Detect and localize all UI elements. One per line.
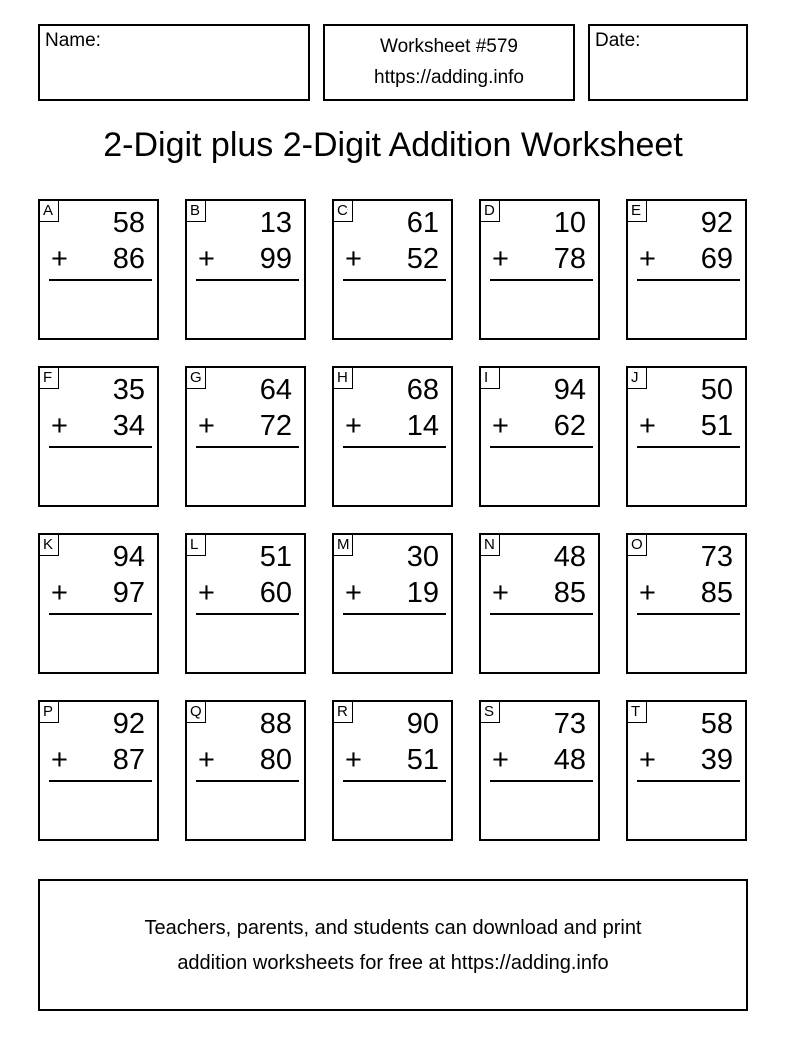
problem-letter: O (627, 534, 647, 556)
problem-top-addend: 58 (112, 207, 145, 239)
problem-top-addend: 68 (406, 374, 439, 406)
answer-line (637, 279, 740, 281)
problem-top-addend: 13 (259, 207, 292, 239)
plus-sign: + (51, 577, 68, 609)
answer-line (343, 780, 446, 782)
problem-bottom-addend: 97 (112, 577, 145, 609)
answer-line (490, 613, 593, 615)
plus-sign: + (198, 744, 215, 776)
answer-line (49, 279, 152, 281)
problem-card[interactable] (626, 199, 747, 340)
problem-letter: T (627, 701, 647, 723)
problem-top-addend: 48 (553, 541, 586, 573)
problem-letter: G (186, 367, 206, 389)
answer-line (343, 446, 446, 448)
answer-line (490, 780, 593, 782)
problem-top-addend: 90 (406, 708, 439, 740)
answer-line (49, 613, 152, 615)
problem-letter: L (186, 534, 206, 556)
worksheet-number: Worksheet #579 (379, 36, 518, 57)
problem-bottom-addend: 69 (700, 243, 733, 275)
problem-letter: S (480, 701, 500, 723)
problem-card[interactable] (332, 533, 453, 674)
problem-bottom-addend: 19 (406, 577, 439, 609)
problem-top-addend: 58 (700, 708, 733, 740)
problem-card[interactable] (332, 700, 453, 841)
plus-sign: + (198, 410, 215, 442)
plus-sign: + (639, 243, 656, 275)
answer-line (343, 613, 446, 615)
plus-sign: + (639, 744, 656, 776)
worksheet-info-box (323, 24, 575, 101)
problem-letter: A (39, 200, 59, 222)
problem-bottom-addend: 62 (553, 410, 586, 442)
problem-card[interactable] (185, 366, 306, 507)
name-label: Name: (45, 30, 101, 51)
problem-card[interactable] (626, 533, 747, 674)
problem-top-addend: 94 (112, 541, 145, 573)
problem-bottom-addend: 39 (700, 744, 733, 776)
problem-card[interactable] (479, 366, 600, 507)
problem-letter: J (627, 367, 647, 389)
problem-bottom-addend: 86 (112, 243, 145, 275)
answer-line (637, 780, 740, 782)
plus-sign: + (198, 577, 215, 609)
problem-bottom-addend: 78 (553, 243, 586, 275)
answer-line (49, 446, 152, 448)
plus-sign: + (492, 243, 509, 275)
problem-top-addend: 73 (553, 708, 586, 740)
problem-top-addend: 92 (700, 207, 733, 239)
problem-top-addend: 94 (553, 374, 586, 406)
problem-bottom-addend: 80 (259, 744, 292, 776)
problem-card[interactable] (332, 366, 453, 507)
problem-letter: B (186, 200, 206, 222)
problem-card[interactable] (38, 700, 159, 841)
problem-letter: D (480, 200, 500, 222)
problem-letter: P (39, 701, 59, 723)
problem-bottom-addend: 14 (406, 410, 439, 442)
plus-sign: + (492, 577, 509, 609)
problem-top-addend: 92 (112, 708, 145, 740)
problem-bottom-addend: 34 (112, 410, 145, 442)
problem-top-addend: 30 (406, 541, 439, 573)
problem-letter: N (480, 534, 500, 556)
plus-sign: + (639, 410, 656, 442)
problem-letter: M (333, 534, 353, 556)
problem-top-addend: 51 (259, 541, 292, 573)
problem-bottom-addend: 87 (112, 744, 145, 776)
worksheet-url: https://adding.info (374, 67, 524, 88)
plus-sign: + (345, 577, 362, 609)
answer-line (343, 279, 446, 281)
date-field[interactable] (588, 24, 748, 101)
problem-bottom-addend: 85 (553, 577, 586, 609)
page-title: 2-Digit plus 2-Digit Addition Worksheet (103, 126, 683, 164)
plus-sign: + (345, 744, 362, 776)
problem-letter: I (480, 367, 500, 389)
problem-bottom-addend: 48 (553, 744, 586, 776)
problem-letter: K (39, 534, 59, 556)
problem-card[interactable] (38, 366, 159, 507)
problem-card[interactable] (626, 366, 747, 507)
problem-card[interactable] (626, 700, 747, 841)
problem-letter: C (333, 200, 353, 222)
plus-sign: + (198, 243, 215, 275)
plus-sign: + (492, 744, 509, 776)
problem-letter: Q (186, 701, 206, 723)
answer-line (196, 780, 299, 782)
problem-card[interactable] (479, 199, 600, 340)
problem-top-addend: 73 (700, 541, 733, 573)
name-field[interactable] (38, 24, 310, 101)
problem-letter: E (627, 200, 647, 222)
plus-sign: + (639, 577, 656, 609)
footer-box (38, 879, 748, 1011)
problem-card[interactable] (479, 533, 600, 674)
problem-top-addend: 61 (406, 207, 439, 239)
problem-top-addend: 64 (259, 374, 292, 406)
plus-sign: + (51, 744, 68, 776)
problem-card[interactable] (332, 199, 453, 340)
plus-sign: + (492, 410, 509, 442)
plus-sign: + (345, 410, 362, 442)
problem-card[interactable] (185, 199, 306, 340)
problem-card[interactable] (479, 700, 600, 841)
problem-bottom-addend: 60 (259, 577, 292, 609)
footer-line-2: addition worksheets for free at https://adding.info (177, 952, 609, 974)
problem-bottom-addend: 85 (700, 577, 733, 609)
problem-bottom-addend: 51 (700, 410, 733, 442)
answer-line (196, 446, 299, 448)
problem-letter: F (39, 367, 59, 389)
answer-line (490, 446, 593, 448)
date-label: Date: (595, 30, 641, 51)
problem-bottom-addend: 99 (259, 243, 292, 275)
answer-line (490, 279, 593, 281)
footer-line-1: Teachers, parents, and students can download and print (144, 917, 642, 939)
problem-card[interactable] (38, 199, 159, 340)
problem-top-addend: 50 (700, 374, 733, 406)
answer-line (196, 613, 299, 615)
problem-card[interactable] (185, 533, 306, 674)
plus-sign: + (51, 243, 68, 275)
problem-bottom-addend: 52 (406, 243, 439, 275)
problem-bottom-addend: 72 (259, 410, 292, 442)
answer-line (637, 613, 740, 615)
problem-top-addend: 35 (112, 374, 145, 406)
answer-line (637, 446, 740, 448)
plus-sign: + (345, 243, 362, 275)
problem-letter: R (333, 701, 353, 723)
answer-line (49, 780, 152, 782)
problem-card[interactable] (38, 533, 159, 674)
answer-line (196, 279, 299, 281)
problem-card[interactable] (185, 700, 306, 841)
problem-bottom-addend: 51 (406, 744, 439, 776)
problem-top-addend: 10 (553, 207, 586, 239)
problem-letter: H (333, 367, 353, 389)
problem-top-addend: 88 (259, 708, 292, 740)
plus-sign: + (51, 410, 68, 442)
